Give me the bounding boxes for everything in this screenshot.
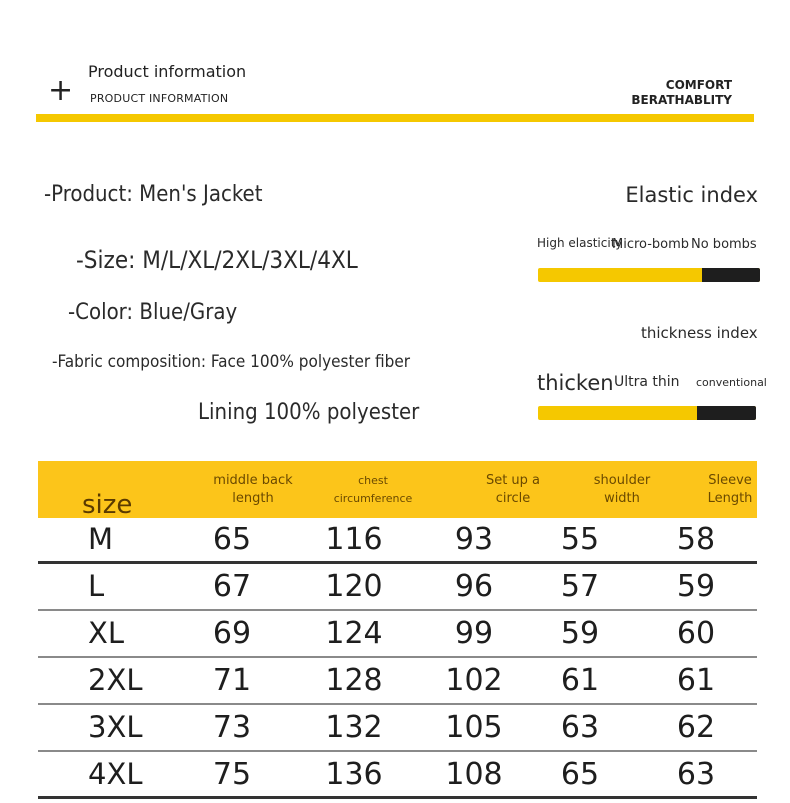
size-cell: 2XL [88, 663, 143, 697]
header-line: Set up a [485, 472, 541, 488]
table-cell: 93 [454, 521, 494, 557]
table-cell: 132 [325, 709, 383, 745]
table-cell: 60 [676, 615, 716, 651]
column-header-sleeve [675, 461, 785, 518]
table-cell: 99 [454, 615, 494, 651]
column-header-chest [318, 461, 428, 518]
comfort-badge [592, 78, 732, 108]
table-cell: 69 [212, 615, 252, 651]
table-cell: 120 [325, 568, 383, 604]
column-header-back-length [198, 461, 308, 518]
table-row [38, 752, 757, 799]
product-sizes: -Size: M/L/XL/2XL/3XL/4XL [76, 246, 358, 274]
table-cell: 63 [560, 709, 600, 745]
thickness-index-marker [697, 406, 756, 420]
size-cell: L [88, 569, 105, 603]
section-title: Product information [88, 62, 247, 81]
table-cell: 62 [676, 709, 716, 745]
product-colors: -Color: Blue/Gray [68, 300, 238, 325]
row-divider [38, 796, 757, 799]
size-cell: M [88, 522, 114, 556]
elastic-index-bar [538, 268, 760, 282]
table-cell: 108 [445, 756, 503, 792]
table-cell: 105 [445, 709, 503, 745]
size-cell: XL [88, 616, 125, 650]
header-line: circle [495, 490, 531, 506]
table-cell: 61 [560, 662, 600, 698]
thickness-label-conventional: conventional [696, 376, 767, 389]
header-line: width [604, 490, 640, 506]
column-header-shoulder [567, 461, 677, 518]
header-line: Length [707, 490, 753, 506]
elastic-label-none: No bombs [691, 237, 757, 252]
header-line: chest [358, 473, 388, 487]
elastic-label-micro: Micro-bomb [612, 237, 690, 252]
header-line: middle back [213, 472, 293, 488]
size-cell: 3XL [88, 710, 143, 744]
plus-icon: + [48, 73, 74, 108]
table-cell: 102 [445, 662, 503, 698]
table-cell: 136 [325, 756, 383, 792]
thickness-index-bar [538, 406, 756, 420]
header-line: Sleeve [708, 472, 752, 488]
table-row [38, 564, 757, 611]
header-divider [36, 114, 754, 122]
thickness-label-thicken: thicken [537, 371, 614, 395]
elastic-label-high: High elasticity [537, 236, 623, 250]
elastic-index-title: Elastic index [625, 183, 758, 207]
table-cell: 73 [212, 709, 252, 745]
lining-composition: Lining 100% polyester [198, 400, 420, 425]
size-table-header [38, 461, 757, 518]
size-column-header: size [82, 490, 133, 520]
product-name: -Product: Men's Jacket [44, 182, 263, 207]
table-cell: 96 [454, 568, 494, 604]
header-line: circumference [333, 491, 413, 505]
badge-line-1: COMFORT [665, 78, 732, 92]
table-cell: 55 [560, 521, 600, 557]
table-cell: 128 [325, 662, 383, 698]
table-cell: 59 [676, 568, 716, 604]
thickness-index-title: thickness index [641, 324, 758, 342]
table-cell: 71 [212, 662, 252, 698]
table-cell: 61 [676, 662, 716, 698]
table-cell: 59 [560, 615, 600, 651]
table-cell: 63 [676, 756, 716, 792]
table-cell: 75 [212, 756, 252, 792]
fabric-composition: -Fabric composition: Face 100% polyester fiber [52, 352, 411, 372]
badge-line-2: BERATHABLITY [631, 93, 732, 107]
table-cell: 124 [325, 615, 383, 651]
elastic-index-marker [702, 268, 760, 282]
table-cell: 65 [212, 521, 252, 557]
column-header-circle [458, 461, 568, 518]
thickness-label-ultra-thin: Ultra thin [614, 374, 680, 390]
header-line: length [232, 490, 274, 506]
table-cell: 65 [560, 756, 600, 792]
table-cell: 58 [676, 521, 716, 557]
table-cell: 116 [325, 521, 383, 557]
table-row [38, 705, 757, 752]
table-cell: 57 [560, 568, 600, 604]
header-line: shoulder [593, 472, 651, 488]
table-row [38, 658, 757, 705]
table-cell: 67 [212, 568, 252, 604]
size-cell: 4XL [88, 757, 143, 791]
table-row [38, 611, 757, 658]
section-subtitle: PRODUCT INFORMATION [90, 92, 229, 105]
table-row [38, 517, 757, 564]
